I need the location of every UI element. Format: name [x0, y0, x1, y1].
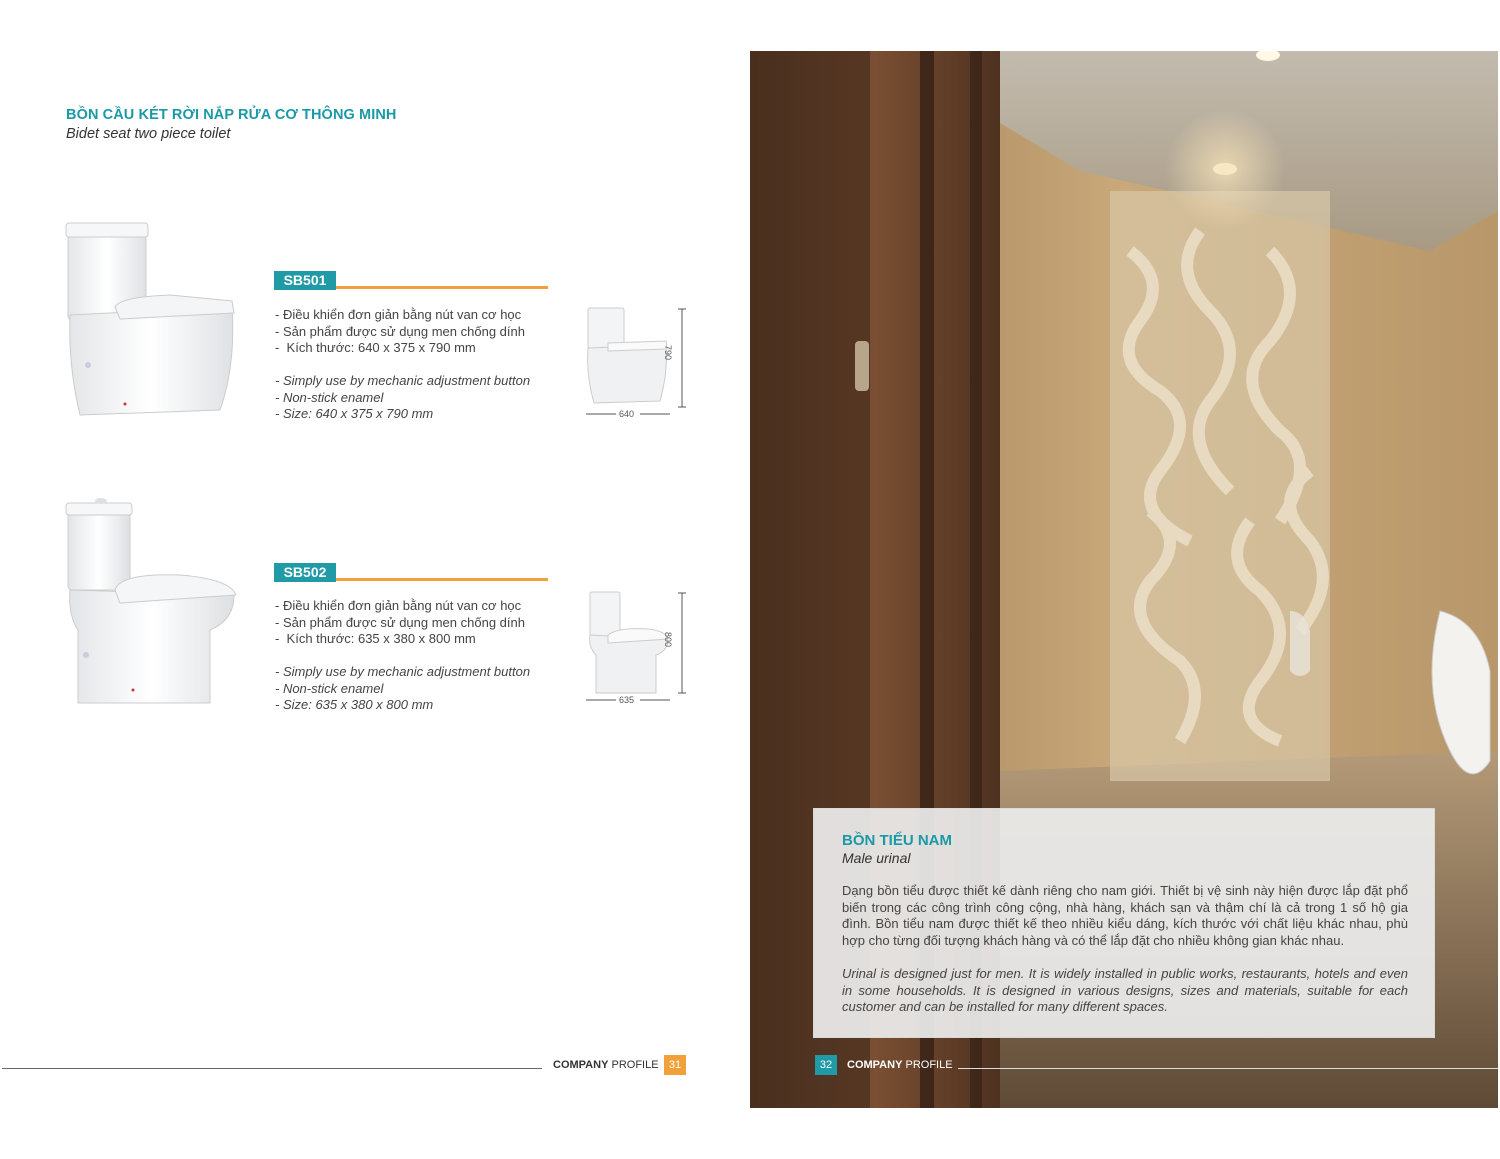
- product-code: SB501: [274, 271, 336, 290]
- dimension-drawing: [578, 303, 688, 423]
- urinal-desc-en: Urinal is designed just for men. It is widely installed in public works, restaurants, hotels and even in some households. It is designed in various designs, sizes and materials, suitable for each customer and can be installed for many different spaces.: [842, 966, 1408, 1015]
- specs-vn: - Điều khiển đơn giản bằng nút van cơ học - Sản phẩm được sử dụng men chống dính - Kích thước: 640 x 375 x 790 mm: [275, 307, 525, 356]
- urinal-subtitle: Male urinal: [842, 850, 911, 866]
- footer-divider: [958, 1068, 1498, 1069]
- product-code-bar: [274, 563, 548, 585]
- dimension-width: 635: [619, 695, 635, 705]
- urinal-info-box: [813, 808, 1435, 1038]
- section-title: BỒN CẦU KÉT RỜI NẮP RỬA CƠ THÔNG MINH: [66, 107, 397, 123]
- urinal-title: BỒN TIỂU NAM: [842, 832, 952, 849]
- accent-line: [336, 578, 548, 581]
- accent-line: [336, 286, 548, 289]
- toilet-image: [60, 495, 250, 705]
- product-sb502: [0, 495, 740, 735]
- dimension-drawing: [578, 589, 688, 709]
- product-sb501: [0, 215, 740, 455]
- footer-divider: [2, 1068, 542, 1069]
- specs-vn: - Điều khiển đơn giản bằng nút van cơ học - Sản phẩm được sử dụng men chống dính - Kích thước: 635 x 380 x 800 mm: [275, 598, 525, 647]
- product-code-bar: [274, 271, 548, 293]
- page-number: 31: [664, 1055, 686, 1075]
- dimension-height: 800: [663, 632, 673, 648]
- specs-en: - Simply use by mechanic adjustment button - Non-stick enamel - Size: 635 x 380 x 800 mm: [275, 664, 531, 713]
- dimension-height: 790: [663, 345, 673, 361]
- product-code: SB502: [274, 563, 336, 582]
- page-number: 32: [815, 1055, 837, 1075]
- footer-label: COMPANY PROFILE: [553, 1059, 659, 1071]
- specs-en: - Simply use by mechanic adjustment button - Non-stick enamel - Size: 640 x 375 x 790 mm: [275, 373, 531, 422]
- urinal-desc-vn: Dạng bồn tiểu được thiết kế dành riêng cho nam giới. Thiết bị vệ sinh này hiện được lắp đặt phổ biến trong các công trình công cộng, nhà hàng, khách sạn và thậm chí là cả trong 1 số hộ gia đình. Bồn tiểu nam được thiết kế theo nhiều kiểu dáng, kích thước với chất liệu khác nhau, phù hợp cho từng đối tượng khách hàng và có thể lắp đặt cho nhiều không gian khác nhau.: [842, 883, 1408, 948]
- footer-label: COMPANY PROFILE: [847, 1059, 953, 1071]
- toilet-image: [60, 215, 250, 425]
- section-subtitle: Bidet seat two piece toilet: [66, 126, 231, 142]
- dimension-width: 640: [619, 409, 635, 419]
